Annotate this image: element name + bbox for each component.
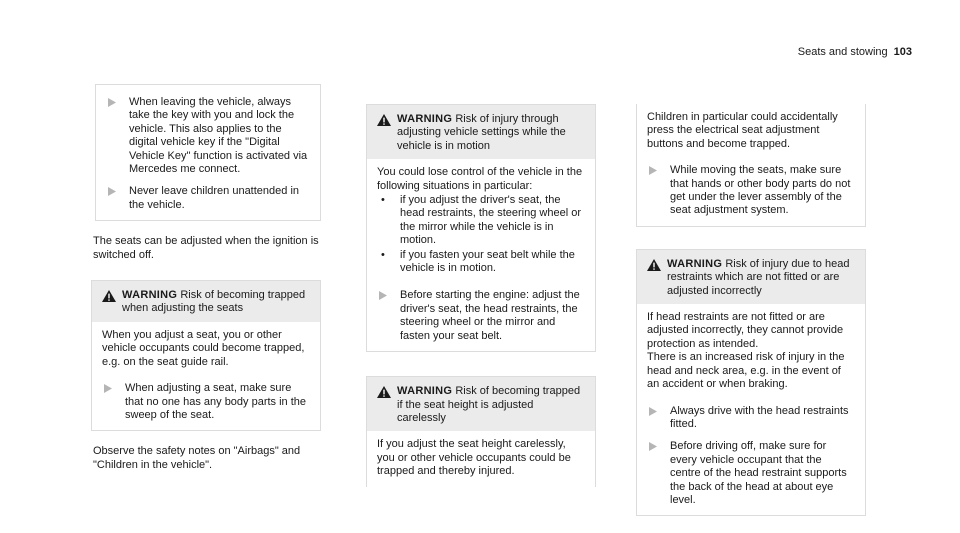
warning-box — [91, 280, 321, 431]
bullet-item: • if you adjust the driver's seat, the head restraints, the steering wheel or the mirror while the vehicle is in motion. — [381, 194, 581, 247]
warning-body-text: Children in particular could accidentally press the electrical seat adjustment buttons and become trapped. — [647, 111, 838, 150]
warning-box — [366, 376, 596, 486]
warning-triangle-icon — [377, 386, 393, 398]
body-text: Observe the safety notes on "Airbags" and "Children in the vehicle". — [93, 445, 301, 471]
warning-title: WARNING Risk of becoming trapped if the seat height is adjusted carelessly — [397, 385, 581, 424]
body-text: The seats can be adjusted when the ignition is switched off. — [93, 235, 319, 261]
warning-title: WARNING Risk of becoming trapped when adjusting the seats — [122, 289, 306, 315]
warning-title: WARNING Risk of injury due to head restraints which are not fitted or are adjusted incorrectly — [667, 257, 850, 297]
warning-header — [637, 250, 865, 304]
step-item — [647, 440, 855, 507]
warning-body-text: There is an increased risk of injury in the head and neck area, e.g. in the event of an accident or when braking. — [647, 351, 845, 391]
instruction-box — [95, 84, 321, 221]
warning-body-text: When you adjust a seat, you or other vehicle occupants could become trapped, e.g. on the seat guide rail. — [102, 328, 305, 368]
warning-triangle-icon — [647, 259, 663, 271]
step-item — [102, 382, 310, 422]
column-1 — [91, 84, 321, 490]
step-text: When leaving the vehicle, always take the key with you and lock the vehicle. This also applies to the digital vehicle key if the "Digital Vehicle Key" function is activated via Mercedes me connect. — [129, 96, 308, 176]
step-text: When adjusting a seat, make sure that no one has any body parts in the sweep of the seat. — [125, 382, 307, 421]
warning-body — [367, 159, 595, 351]
warning-body-text: If you adjust the seat height carelessly, you or other vehicle occupants could be trapped and thereby injured. — [377, 438, 571, 478]
warning-body — [367, 431, 595, 486]
column-2 — [366, 104, 596, 501]
warning-body — [637, 304, 865, 515]
warning-body — [637, 104, 865, 226]
warning-triangle-icon — [102, 290, 118, 302]
warning-header — [367, 377, 595, 431]
warning-title: WARNING Risk of injury through adjusting vehicle settings while the vehicle is in motion — [397, 113, 566, 152]
step-text: Before driving off, make sure for every vehicle occupant that the centre of the head restraint supports the back of the head at about eye level. — [670, 440, 847, 506]
arrow-right-icon — [106, 96, 119, 107]
step-text: While moving the seats, make sure that hands or other body parts do not get under the lever assembly of the seat adjustment system. — [670, 164, 851, 217]
step-text: Always drive with the head restraints fitted. — [670, 404, 849, 430]
step-text: Before starting the engine: adjust the driver's seat, the head restraints, the steering wheel or the mirror and fasten your seat belt. — [400, 289, 580, 342]
section-title: Seats and stowing — [797, 46, 888, 58]
warning-continuation-box — [636, 104, 866, 227]
warning-header — [367, 105, 595, 159]
arrow-right-icon — [106, 185, 119, 196]
warning-box — [366, 104, 596, 352]
step-item — [647, 405, 855, 432]
warning-box — [636, 249, 866, 517]
arrow-right-icon — [647, 164, 660, 175]
page-header — [798, 46, 912, 59]
warning-header — [92, 281, 320, 322]
step-item — [106, 96, 310, 176]
arrow-right-icon — [102, 382, 115, 393]
warning-body-text: You could lose control of the vehicle in the following situations in particular: — [377, 166, 583, 192]
warning-body-text: If head restraints are not fitted or are adjusted incorrectly, they cannot provide protection as intended. — [647, 311, 844, 350]
warning-triangle-icon — [377, 114, 393, 126]
step-item — [647, 164, 855, 218]
warning-body — [92, 322, 320, 430]
column-3 — [636, 104, 866, 530]
step-text: Never leave children unattended in the vehicle. — [129, 185, 300, 211]
arrow-right-icon — [647, 405, 660, 416]
arrow-right-icon — [647, 440, 660, 451]
arrow-right-icon — [377, 289, 390, 300]
step-item — [106, 185, 310, 212]
page-number: 103 — [893, 46, 912, 58]
step-item — [377, 289, 585, 343]
bullet-item: • if you fasten your seat belt while the vehicle is in motion. — [381, 248, 575, 275]
